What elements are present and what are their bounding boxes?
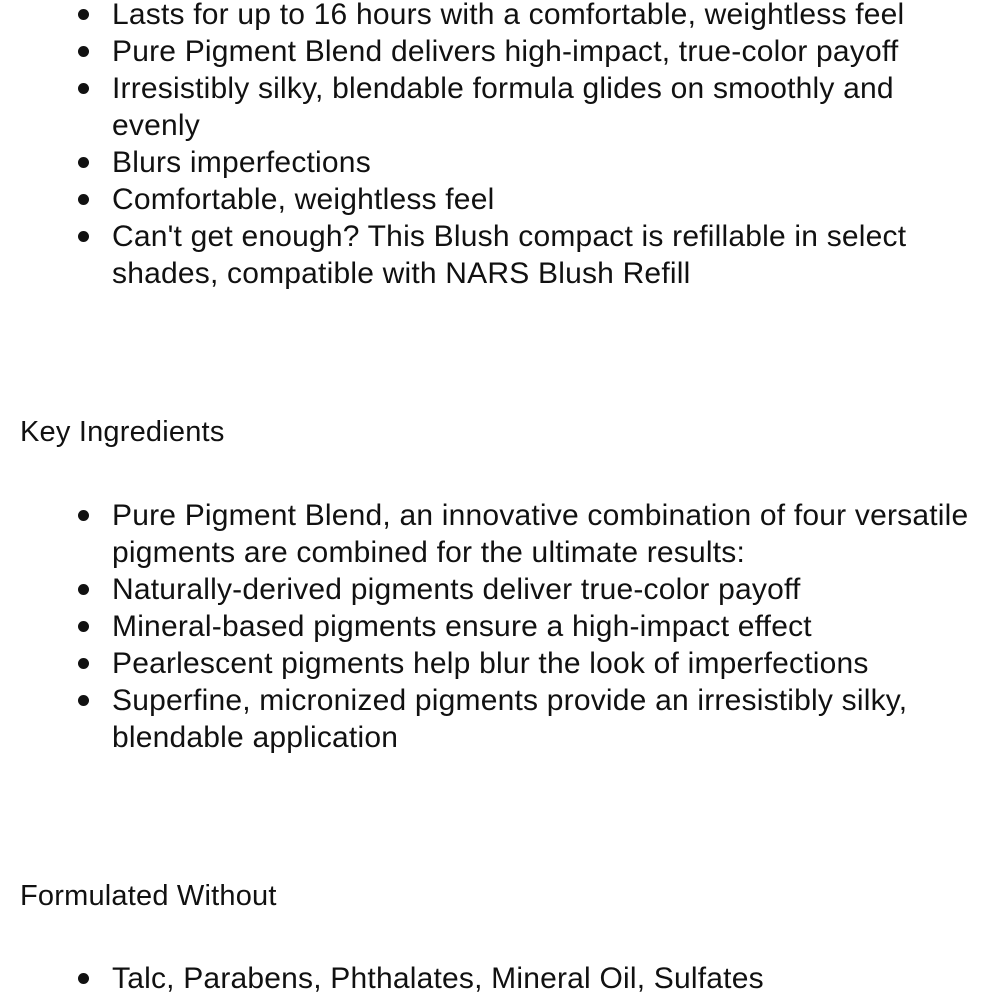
list-item: [112, 571, 972, 608]
key-ingredients-list: [112, 497, 972, 756]
list-item: [112, 70, 972, 144]
list-item: [112, 144, 972, 181]
bullet-icon: [78, 231, 89, 242]
bullet-icon: [78, 9, 89, 20]
bullet-icon: [78, 658, 89, 669]
list-item: [112, 645, 972, 682]
list-item: [112, 33, 972, 70]
bullet-icon: [78, 157, 89, 168]
bullet-icon: [78, 621, 89, 632]
list-item-text: Lasts for up to 16 hours with a comfortable, weightless feel: [112, 0, 905, 31]
list-item: [112, 181, 972, 218]
list-item-text: Talc, Parabens, Phthalates, Mineral Oil, Sulfates: [112, 962, 764, 995]
list-item-text: Pearlescent pigments help blur the look of imperfections: [112, 647, 869, 680]
list-item: [112, 960, 972, 997]
list-item: [112, 218, 972, 292]
list-item: [112, 0, 972, 33]
list-item-text: Mineral-based pigments ensure a high-impact effect: [112, 610, 812, 643]
list-item-text: Blurs imperfections: [112, 146, 371, 179]
bullet-icon: [78, 584, 89, 595]
list-item-text: Can't get enough? This Blush compact is refillable in select shades, compatible with NARS Blush Refill: [112, 220, 907, 290]
formulated-without-heading: Formulated Without: [20, 880, 277, 912]
list-item-text: Comfortable, weightless feel: [112, 183, 495, 216]
formulated-without-list: [112, 960, 972, 997]
bullet-icon: [78, 194, 89, 205]
list-item: [112, 608, 972, 645]
list-item: [112, 682, 972, 756]
list-item-text: Naturally-derived pigments deliver true-color payoff: [112, 573, 801, 606]
list-item-text: Pure Pigment Blend delivers high-impact, true-color payoff: [112, 35, 899, 68]
bullet-icon: [78, 695, 89, 706]
benefits-list: [112, 0, 972, 292]
list-item-text: Pure Pigment Blend, an innovative combination of four versatile pigments are combined for the ultimate results:: [112, 499, 969, 569]
list-item-text: Irresistibly silky, blendable formula glides on smoothly and evenly: [112, 72, 894, 142]
bullet-icon: [78, 973, 89, 984]
list-item: [112, 497, 972, 571]
bullet-icon: [78, 510, 89, 521]
bullet-icon: [78, 83, 89, 94]
key-ingredients-heading: Key Ingredients: [20, 416, 225, 448]
bullet-icon: [78, 46, 89, 57]
list-item-text: Superfine, micronized pigments provide an irresistibly silky, blendable application: [112, 684, 908, 754]
